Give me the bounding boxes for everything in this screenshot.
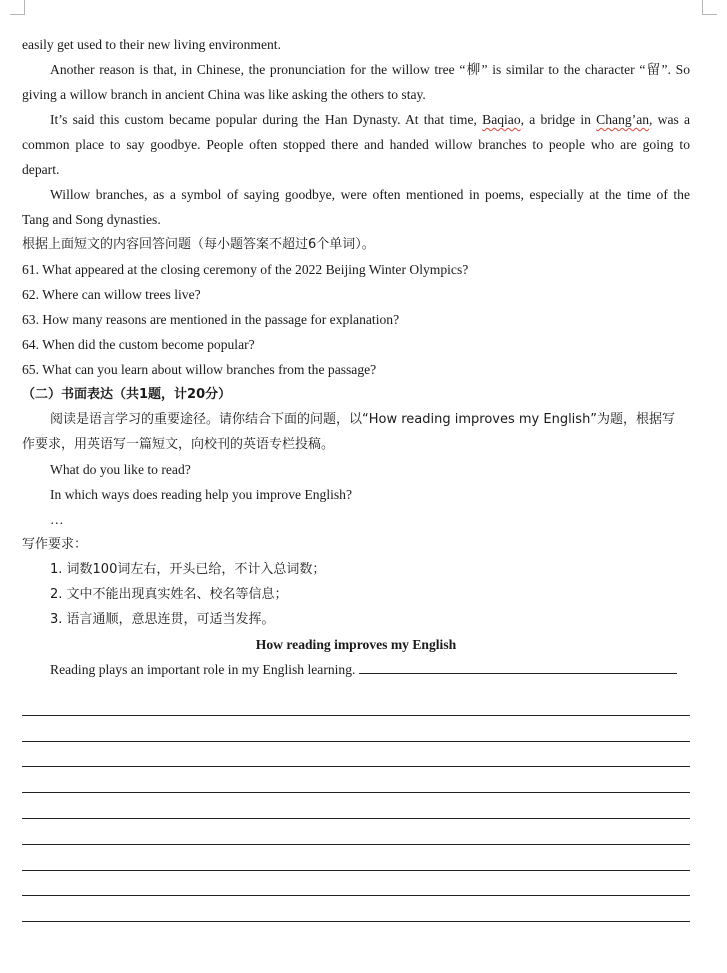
passage-paragraph-symbol-line1: Willow branches, as a symbol of saying goodbye, were often mentioned in poems, especially at the time of the — [50, 187, 690, 202]
question-64: 64. When did the custom become popular? — [22, 337, 255, 352]
writing-prompt-line2: 作要求，用英语写一篇短文，向校刊的英语专栏投稿。 — [22, 437, 335, 452]
page-corner-mark-left — [10, 0, 25, 15]
passage-paragraph-custom-line2: common place to say goodbye. People often stopped there and handed willow branches to people who are going to — [22, 137, 690, 152]
answer-line[interactable] — [22, 896, 690, 922]
requirement-3: 3. 语言通顺，意思连贯，可适当发挥。 — [50, 612, 275, 627]
answer-line[interactable] — [22, 845, 690, 871]
essay-opening-line — [22, 657, 690, 682]
page-corner-mark-right — [702, 0, 717, 15]
passage-paragraph-reason-line2: giving a willow branch in ancient China was like asking the others to stay. — [22, 87, 426, 102]
place-name-baqiao: Baqiao — [482, 112, 521, 127]
passage-paragraph-symbol-line2: Tang and Song dynasties. — [22, 212, 161, 227]
passage-paragraph-custom-line1 — [22, 107, 690, 132]
questions-instruction: 根据上面短文的内容回答问题（每小题答案不超过6个单词）。 — [22, 237, 375, 252]
answer-line[interactable] — [22, 819, 690, 845]
answer-blank[interactable] — [359, 659, 677, 674]
passage-text: , was a — [649, 112, 690, 127]
requirement-1: 1. 词数100词左右，开头已给，不计入总词数； — [50, 562, 326, 577]
place-name-changan: Chang’an — [596, 112, 650, 127]
passage-text: It’s said this custom became popular during the Han Dynasty. At that time, — [50, 112, 483, 127]
answer-line[interactable] — [22, 767, 690, 793]
requirement-2: 2. 文中不能出现真实姓名、校名等信息； — [50, 587, 288, 602]
writing-prompt-line1: 阅读是语言学习的重要途径。请你结合下面的问题，以“How reading improves my English”为题，根据写 — [50, 412, 676, 427]
answer-line[interactable] — [22, 716, 690, 742]
question-65: 65. What can you learn about willow branches from the passage? — [22, 362, 377, 377]
answer-line[interactable] — [22, 871, 690, 897]
question-62: 62. Where can willow trees live? — [22, 287, 201, 302]
passage-text: , a bridge in — [520, 112, 597, 127]
answer-line[interactable] — [22, 742, 690, 768]
question-61: 61. What appeared at the closing ceremony of the 2022 Beijing Winter Olympics? — [22, 262, 469, 277]
answer-lines — [22, 690, 690, 922]
essay-title: How reading improves my English — [255, 637, 457, 652]
passage-line: easily get used to their new living environment. — [22, 37, 281, 52]
question-63: 63. How many reasons are mentioned in the passage for explanation? — [22, 312, 400, 327]
passage-paragraph-custom-line3: depart. — [22, 162, 60, 177]
requirements-label: 写作要求： — [22, 537, 88, 552]
answer-line[interactable] — [22, 793, 690, 819]
essay-opening-text: Reading plays an important role in my English learning. — [50, 662, 359, 677]
guide-ellipsis: … — [50, 512, 64, 527]
guide-question-2: In which ways does reading help you improve English? — [50, 487, 353, 502]
document-page — [22, 32, 690, 922]
passage-paragraph-reason-line1: Another reason is that, in Chinese, the pronunciation for the willow tree “柳” is similar to the character “留”. So — [50, 62, 690, 77]
guide-question-1: What do you like to read? — [50, 462, 191, 477]
writing-section-title: （二）书面表达（共1题，计20分） — [22, 387, 232, 402]
answer-line[interactable] — [22, 690, 690, 716]
